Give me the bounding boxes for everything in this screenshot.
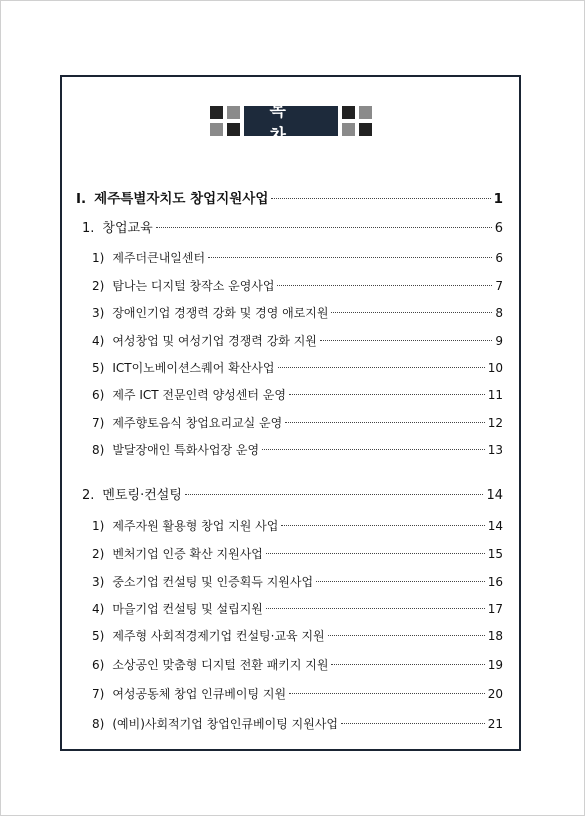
- item-label: 탐나는 디지털 창작소 운영사업: [112, 279, 275, 293]
- item-label: 제주향토음식 창업요리교실 운영: [112, 416, 283, 430]
- dot-leader: [316, 581, 485, 582]
- page-number: 9: [495, 334, 503, 348]
- group-number: 2.: [82, 488, 95, 503]
- page-number: 1: [493, 191, 503, 207]
- page-number: 14: [486, 488, 503, 503]
- toc-item[interactable]: [76, 573, 503, 590]
- item-label: ICT이노베이션스퀘어 확산사업: [112, 361, 275, 375]
- page-number: 15: [487, 547, 503, 561]
- page-number: 19: [487, 658, 503, 672]
- page-number: 6: [495, 251, 503, 265]
- toc-item[interactable]: [76, 600, 503, 617]
- toc-item[interactable]: [76, 414, 503, 431]
- item-label: (예비)사회적기업 창업인큐베이팅 지원사업: [112, 717, 338, 731]
- dot-leader: [208, 257, 492, 258]
- item-label: 여성공동체 창업 인큐베이팅 지원: [112, 687, 287, 701]
- toc-title: 목 차: [244, 106, 338, 136]
- item-number: 2): [92, 279, 105, 293]
- page-number: 12: [487, 416, 503, 430]
- item-label: 제주자원 활용형 창업 지원 사업: [112, 519, 279, 533]
- group-label: 창업교육: [102, 221, 153, 236]
- toc-item[interactable]: [76, 715, 503, 732]
- dot-leader: [262, 449, 485, 450]
- item-number: 5): [92, 361, 105, 375]
- item-label: 제주형 사회적경제기업 컨설팅·교육 지원: [112, 629, 325, 643]
- toc-section[interactable]: [76, 187, 503, 207]
- dot-leader: [285, 422, 484, 423]
- item-label: 제주더큰내일센터: [112, 251, 206, 265]
- page-number: 20: [487, 687, 503, 701]
- item-label: 제주 ICT 전문인력 양성센터 운영: [112, 388, 286, 402]
- dot-leader: [289, 693, 485, 694]
- toc-item[interactable]: [76, 386, 503, 403]
- page-number: 21: [487, 717, 503, 731]
- item-number: 6): [92, 388, 105, 402]
- item-number: 7): [92, 416, 105, 430]
- page-number: 10: [487, 361, 503, 375]
- dot-leader: [320, 340, 492, 341]
- item-number: 1): [92, 251, 105, 265]
- toc-item[interactable]: [76, 277, 503, 294]
- dot-leader: [271, 198, 490, 199]
- toc-item[interactable]: [76, 441, 503, 458]
- page-number: 8: [495, 306, 503, 320]
- toc-item[interactable]: [76, 359, 503, 376]
- page-number: 14: [487, 519, 503, 533]
- toc-group[interactable]: [76, 484, 503, 503]
- item-number: 8): [92, 443, 105, 457]
- page-number: 7: [495, 279, 503, 293]
- page-number: 11: [487, 388, 503, 402]
- item-label: 장애인기업 경쟁력 강화 및 경영 애로지원: [112, 306, 329, 320]
- item-number: 5): [92, 629, 105, 643]
- page-number: 17: [487, 602, 503, 616]
- dot-leader: [331, 312, 492, 313]
- toc-group[interactable]: [76, 217, 503, 236]
- group-label: 멘토링·컨설팅: [102, 488, 182, 503]
- item-number: 3): [92, 306, 105, 320]
- toc-item[interactable]: [76, 685, 503, 702]
- toc-item[interactable]: [76, 304, 503, 321]
- item-label: 마을기업 컨설팅 및 설립지원: [112, 602, 263, 616]
- right-decoration-icon: [342, 106, 372, 136]
- dot-leader: [266, 608, 485, 609]
- section-number: Ⅰ.: [76, 191, 87, 207]
- dot-leader: [341, 723, 485, 724]
- page-number: 16: [487, 575, 503, 589]
- item-number: 4): [92, 334, 105, 348]
- toc-item[interactable]: [76, 545, 503, 562]
- dot-leader: [185, 494, 484, 495]
- toc-item[interactable]: [76, 517, 503, 534]
- toc-frame: [60, 75, 521, 751]
- dot-leader: [278, 367, 485, 368]
- item-number: 1): [92, 519, 105, 533]
- dot-leader: [281, 525, 484, 526]
- dot-leader: [156, 227, 492, 228]
- item-number: 3): [92, 575, 105, 589]
- page-number: 18: [487, 629, 503, 643]
- toc-item[interactable]: [76, 656, 503, 673]
- item-number: 7): [92, 687, 105, 701]
- dot-leader: [328, 635, 485, 636]
- item-label: 소상공인 맞춤형 디지털 전환 패키지 지원: [112, 658, 329, 672]
- item-label: 발달장애인 특화사업장 운영: [112, 443, 260, 457]
- item-label: 중소기업 컨설팅 및 인증획득 지원사업: [112, 575, 314, 589]
- item-label: 벤처기업 인증 확산 지원사업: [112, 547, 263, 561]
- dot-leader: [331, 664, 484, 665]
- toc-header: [62, 101, 519, 146]
- toc-item[interactable]: [76, 332, 503, 349]
- group-number: 1.: [82, 221, 95, 236]
- item-number: 6): [92, 658, 105, 672]
- item-label: 여성창업 및 여성기업 경쟁력 강화 지원: [112, 334, 317, 348]
- left-decoration-icon: [210, 106, 240, 136]
- item-number: 8): [92, 717, 105, 731]
- toc-item[interactable]: [76, 627, 503, 644]
- section-label: 제주특별자치도 창업지원사업: [94, 191, 269, 207]
- dot-leader: [289, 394, 485, 395]
- page-number: 6: [494, 221, 503, 236]
- item-number: 4): [92, 602, 105, 616]
- toc-item[interactable]: [76, 249, 503, 266]
- dot-leader: [266, 553, 485, 554]
- item-number: 2): [92, 547, 105, 561]
- page-number: 13: [487, 443, 503, 457]
- dot-leader: [277, 285, 492, 286]
